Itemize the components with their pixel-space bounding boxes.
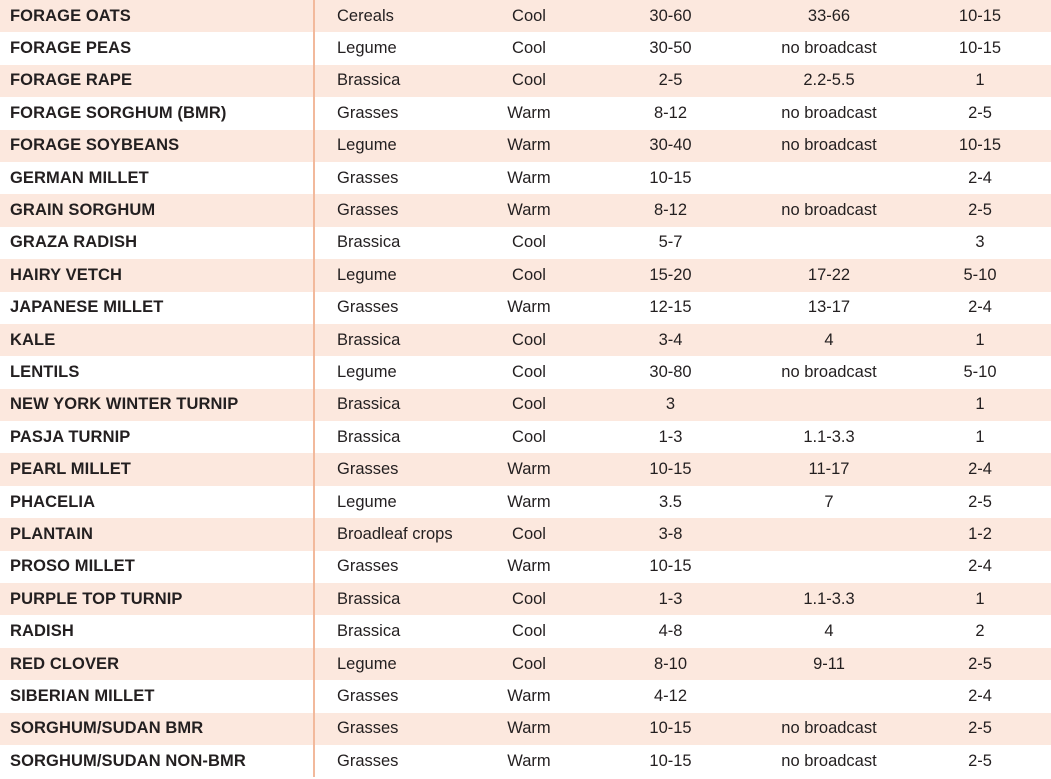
- broadcast-rate-cell: 17-22: [807, 265, 851, 284]
- rate-column-6-cell: 2-4: [968, 460, 992, 479]
- crop-type-cell: Grasses: [337, 298, 399, 317]
- broadcast-rate-cell: no broadcast: [781, 362, 877, 381]
- season-cell: Warm: [507, 168, 551, 187]
- drilled-rate-cell: 5-7: [658, 233, 683, 252]
- season-cell: Cool: [512, 524, 546, 543]
- season-cell: Warm: [507, 298, 551, 317]
- rate-column-6-cell: 10-15: [958, 39, 1002, 58]
- season-cell: Cool: [512, 427, 546, 446]
- crop-name-cell: FORAGE OATS: [0, 0, 314, 32]
- rate-column-6-cell: 10-15: [958, 136, 1002, 155]
- crop-name-cell: GRAIN SORGHUM: [0, 194, 314, 226]
- broadcast-rate-cell: 33-66: [807, 6, 851, 25]
- rate-column-6-cell: 2-5: [968, 103, 992, 122]
- rate-column-6-cell: 1-2: [968, 524, 992, 543]
- season-cell: Cool: [512, 654, 546, 673]
- crop-type-cell: Brassica: [337, 233, 401, 252]
- broadcast-rate-cell: no broadcast: [781, 39, 877, 58]
- drilled-rate-cell: 2-5: [658, 71, 683, 90]
- broadcast-rate-cell: no broadcast: [781, 719, 877, 738]
- rate-column-6-cell: 2-4: [968, 298, 992, 317]
- crop-name-cell: PLANTAIN: [0, 518, 314, 550]
- season-cell: Warm: [507, 751, 551, 770]
- season-cell: Cool: [512, 265, 546, 284]
- rate-column-6-cell: 2-5: [968, 654, 992, 673]
- season-cell: Warm: [507, 103, 551, 122]
- drilled-rate-cell: 10-15: [649, 719, 692, 738]
- crop-type-cell: Grasses: [337, 686, 399, 705]
- crop-name-cell: GRAZA RADISH: [0, 227, 314, 259]
- table-row: [0, 97, 1051, 129]
- broadcast-rate-cell: no broadcast: [781, 136, 877, 155]
- table-row: [0, 713, 1051, 745]
- drilled-rate-cell: 3-4: [658, 330, 683, 349]
- drilled-rate-cell: 8-12: [653, 103, 688, 122]
- season-cell: Cool: [512, 233, 546, 252]
- drilled-rate-cell: 3: [665, 395, 676, 414]
- table-row: [0, 0, 1051, 32]
- rate-column-6-cell: 5-10: [963, 362, 997, 381]
- table-row: [0, 162, 1051, 194]
- table-row: [0, 356, 1051, 388]
- season-cell: Warm: [507, 719, 551, 738]
- crop-name-cell: PEARL MILLET: [0, 453, 314, 485]
- broadcast-rate-cell: [749, 518, 909, 550]
- crop-type-cell: Grasses: [337, 557, 399, 576]
- broadcast-rate-cell: 11-17: [808, 460, 850, 479]
- table-row: [0, 292, 1051, 324]
- drilled-rate-cell: 30-40: [649, 136, 692, 155]
- crop-name-cell: FORAGE PEAS: [0, 32, 314, 64]
- crop-name-cell: RED CLOVER: [0, 648, 314, 680]
- crop-type-cell: Grasses: [337, 719, 399, 738]
- drilled-rate-cell: 10-15: [649, 460, 692, 479]
- rate-column-6-cell: 2-5: [968, 492, 992, 511]
- crop-type-cell: Legume: [337, 362, 397, 381]
- crop-name-cell: RADISH: [0, 615, 314, 647]
- season-cell: Cool: [512, 6, 546, 25]
- crop-name-cell: NEW YORK WINTER TURNIP: [0, 389, 314, 421]
- crop-type-cell: Grasses: [337, 103, 399, 122]
- table-row: [0, 648, 1051, 680]
- table-row: [0, 130, 1051, 162]
- broadcast-rate-cell: no broadcast: [781, 751, 877, 770]
- drilled-rate-cell: 10-15: [649, 557, 692, 576]
- table-row: [0, 680, 1051, 712]
- broadcast-rate-cell: 1.1-3.3: [803, 427, 855, 446]
- crop-name-cell: PASJA TURNIP: [0, 421, 314, 453]
- table-row: [0, 194, 1051, 226]
- table-row: [0, 324, 1051, 356]
- broadcast-rate-cell: no broadcast: [781, 201, 877, 220]
- crop-type-cell: Brassica: [337, 589, 401, 608]
- season-cell: Cool: [512, 71, 546, 90]
- season-cell: Warm: [507, 492, 551, 511]
- crop-type-cell: Brassica: [337, 427, 401, 446]
- drilled-rate-cell: 4-8: [658, 622, 683, 641]
- crop-type-cell: Grasses: [337, 751, 399, 770]
- crop-type-cell: Broadleaf crops: [337, 524, 453, 543]
- crop-type-cell: Grasses: [337, 168, 399, 187]
- rate-column-6-cell: 2: [975, 622, 985, 641]
- rate-column-6-cell: 5-10: [963, 265, 997, 284]
- drilled-rate-cell: 1-3: [658, 589, 683, 608]
- rate-column-6-cell: 3: [975, 233, 985, 252]
- crop-name-cell: HAIRY VETCH: [0, 259, 314, 291]
- drilled-rate-cell: 30-80: [649, 362, 692, 381]
- crop-type-cell: Legume: [337, 492, 397, 511]
- drilled-rate-cell: 10-15: [649, 751, 692, 770]
- rate-column-6-cell: 2-4: [968, 557, 992, 576]
- table-row: [0, 551, 1051, 583]
- crop-name-cell: SORGHUM/SUDAN NON-BMR: [0, 745, 314, 777]
- table-row: [0, 745, 1051, 777]
- crop-name-cell: PURPLE TOP TURNIP: [0, 583, 314, 615]
- table-row: [0, 518, 1051, 550]
- crop-name-cell: FORAGE SORGHUM (BMR): [0, 97, 314, 129]
- rate-column-6-cell: 1: [975, 427, 985, 446]
- rate-column-6-cell: 1: [975, 71, 985, 90]
- crop-name-cell: PHACELIA: [0, 486, 314, 518]
- table-row: [0, 259, 1051, 291]
- rate-column-6-cell: 1: [975, 395, 985, 414]
- rate-column-6-cell: 2-5: [968, 201, 992, 220]
- rate-column-6-cell: 2-4: [968, 686, 992, 705]
- broadcast-rate-cell: no broadcast: [781, 103, 877, 122]
- crop-type-cell: Brassica: [337, 71, 401, 90]
- table-row: [0, 486, 1051, 518]
- rate-column-6-cell: 2-5: [968, 751, 992, 770]
- crop-type-cell: Legume: [337, 265, 397, 284]
- crop-name-cell: GERMAN MILLET: [0, 162, 314, 194]
- table-row: [0, 615, 1051, 647]
- table-row: [0, 453, 1051, 485]
- rate-column-6-cell: 10-15: [958, 6, 1002, 25]
- season-cell: Cool: [512, 362, 546, 381]
- season-cell: Warm: [507, 136, 551, 155]
- broadcast-rate-cell: [749, 680, 909, 712]
- broadcast-rate-cell: 4: [824, 330, 834, 349]
- broadcast-rate-cell: 13-17: [807, 298, 851, 317]
- rate-column-6-cell: 2-5: [968, 719, 992, 738]
- drilled-rate-cell: 30-50: [649, 39, 692, 58]
- season-cell: Warm: [507, 557, 551, 576]
- drilled-rate-cell: 30-60: [649, 6, 692, 25]
- table-row: [0, 227, 1051, 259]
- drilled-rate-cell: 12-15: [649, 298, 692, 317]
- broadcast-rate-cell: 2.2-5.5: [803, 71, 855, 90]
- crop-name-cell: LENTILS: [0, 356, 314, 388]
- crop-type-cell: Legume: [337, 136, 397, 155]
- broadcast-rate-cell: [749, 227, 909, 259]
- crop-type-cell: Brassica: [337, 395, 401, 414]
- crop-name-cell: FORAGE SOYBEANS: [0, 130, 314, 162]
- broadcast-rate-cell: 7: [824, 492, 834, 511]
- crop-type-cell: Brassica: [337, 330, 401, 349]
- table-row: [0, 389, 1051, 421]
- drilled-rate-cell: 8-10: [653, 654, 688, 673]
- rate-column-6-cell: 1: [975, 330, 985, 349]
- table-row: [0, 583, 1051, 615]
- season-cell: Cool: [512, 589, 546, 608]
- broadcast-rate-cell: 4: [824, 622, 834, 641]
- broadcast-rate-cell: 9-11: [813, 654, 845, 673]
- drilled-rate-cell: 3.5: [659, 492, 682, 511]
- drilled-rate-cell: 15-20: [649, 265, 692, 284]
- rate-column-6-cell: 1: [975, 589, 985, 608]
- crop-type-cell: Grasses: [337, 460, 399, 479]
- crop-type-cell: Cereals: [337, 6, 394, 25]
- crop-name-cell: FORAGE RAPE: [0, 65, 314, 97]
- season-cell: Cool: [512, 622, 546, 641]
- drilled-rate-cell: 4-12: [653, 686, 688, 705]
- season-cell: Cool: [512, 395, 546, 414]
- crop-name-cell: JAPANESE MILLET: [0, 292, 314, 324]
- crop-type-cell: Legume: [337, 654, 397, 673]
- season-cell: Warm: [507, 201, 551, 220]
- crop-name-cell: SORGHUM/SUDAN BMR: [0, 713, 314, 745]
- broadcast-rate-cell: [749, 389, 909, 421]
- crop-type-cell: Grasses: [337, 201, 399, 220]
- drilled-rate-cell: 10-15: [649, 168, 692, 187]
- season-cell: Warm: [507, 460, 551, 479]
- rate-column-6-cell: 2-4: [968, 168, 992, 187]
- crop-name-cell: PROSO MILLET: [0, 551, 314, 583]
- drilled-rate-cell: 8-12: [653, 201, 688, 220]
- crop-type-cell: Brassica: [337, 622, 401, 641]
- crop-type-cell: Legume: [337, 39, 397, 58]
- broadcast-rate-cell: [749, 162, 909, 194]
- season-cell: Cool: [512, 39, 546, 58]
- crop-name-cell: SIBERIAN MILLET: [0, 680, 314, 712]
- table-row: [0, 65, 1051, 97]
- season-cell: Warm: [507, 686, 551, 705]
- season-cell: Cool: [512, 330, 546, 349]
- table-row: [0, 32, 1051, 64]
- table-row: [0, 421, 1051, 453]
- broadcast-rate-cell: [749, 551, 909, 583]
- crop-name-cell: KALE: [0, 324, 314, 356]
- drilled-rate-cell: 3-8: [658, 524, 683, 543]
- drilled-rate-cell: 1-3: [658, 427, 683, 446]
- broadcast-rate-cell: 1.1-3.3: [803, 589, 855, 608]
